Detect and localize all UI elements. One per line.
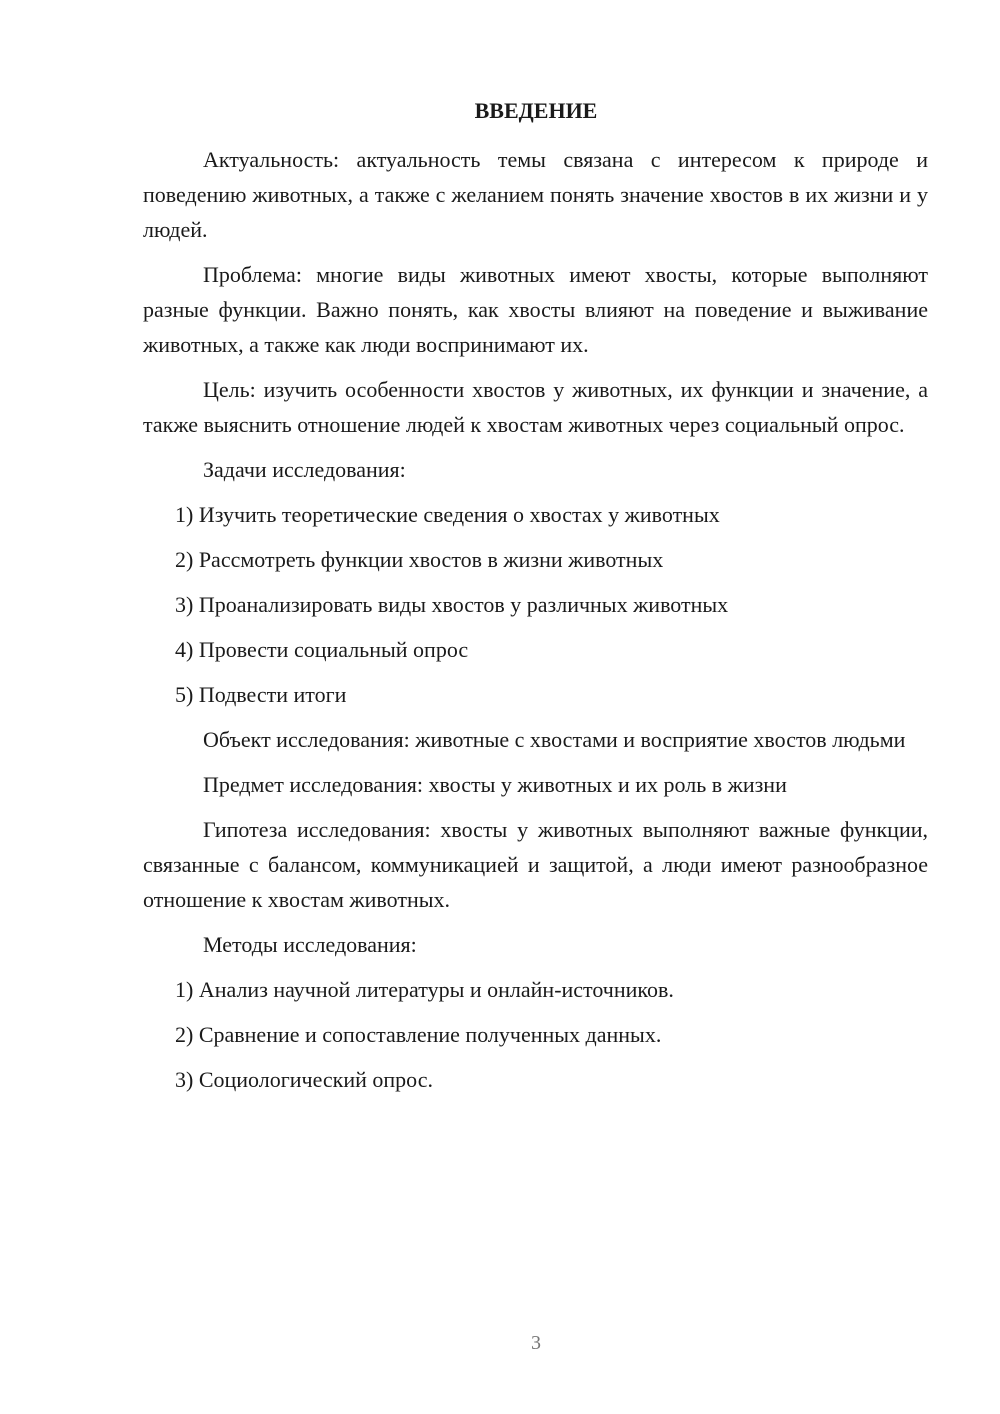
page-number: 3: [531, 1332, 541, 1354]
task-item: 2) Рассмотреть функции хвостов в жизни животных: [175, 547, 664, 572]
method-item: 2) Сравнение и сопоставление полученных данных.: [175, 1022, 662, 1047]
object-paragraph: Объект исследования: животные с хвостами и восприятие хвостов людьми: [203, 727, 906, 752]
hypothesis-paragraph: Гипотеза исследования: хвосты у животных выполняют важные функции, связанные с балансом, коммуникацией и защитой, а люди имеют разнообразное отношение к хвостам животных.: [143, 817, 928, 912]
task-item: 1) Изучить теоретические сведения о хвостах у животных: [175, 502, 720, 527]
methods-title: Методы исследования:: [203, 932, 417, 957]
goal-paragraph: Цель: изучить особенности хвостов у животных, их функции и значение, а также выяснить отношение людей к хвостам животных через социальный опрос.: [143, 377, 928, 437]
problem-paragraph: Проблема: многие виды животных имеют хвосты, которые выполняют разные функции. Важно понять, как хвосты влияют на поведение и выживание животных, а также как люди воспринимают их.: [143, 262, 928, 357]
relevance-paragraph: Актуальность: актуальность темы связана с интересом к природе и поведению животных, а также с желанием понять значение хвостов в их жизни и у людей.: [143, 147, 928, 242]
tasks-title: Задачи исследования:: [203, 457, 406, 482]
section-heading: ВВЕДЕНИЕ: [474, 98, 598, 123]
task-item: 4) Провести социальный опрос: [175, 637, 469, 662]
page-content: [143, 142, 928, 1107]
subject-paragraph: Предмет исследования: хвосты у животных и их роль в жизни: [203, 772, 787, 797]
task-item: 3) Проанализировать виды хвостов у различных животных: [175, 592, 729, 617]
method-item: 1) Анализ научной литературы и онлайн-источников.: [175, 977, 674, 1002]
task-item: 5) Подвести итоги: [175, 682, 347, 707]
method-item: 3) Социологический опрос.: [175, 1067, 433, 1092]
